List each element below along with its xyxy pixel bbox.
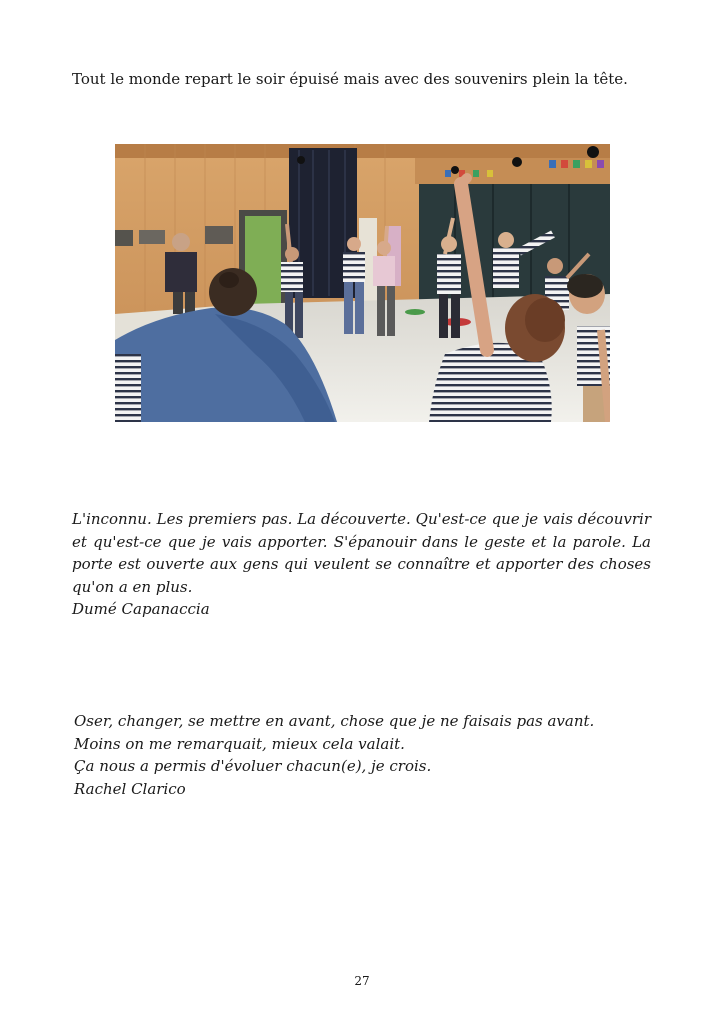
quote-clarico [74,710,654,800]
workshop-photo [115,144,610,422]
quote-author: Dumé Capanaccia [72,600,210,618]
page-number: 27 [354,974,370,988]
quote-line: Oser, changer, se mettre en avant, chose que je ne faisais pas avant. [74,712,595,730]
quote-author: Rachel Clarico [74,779,186,798]
quote-line: Moins on me remarquait, mieux cela valait. [74,734,405,753]
intro-paragraph: Tout le monde repart le soir épuisé mais avec des souvenirs plein la tête. [72,70,628,88]
quote-line: Ça nous a permis d'évoluer chacun(e), je crois. [74,757,432,775]
quote-capanaccia [72,508,651,621]
quote-text: L'inconnu. Les premiers pas. La découverte. Qu'est-ce que je vais découvrir et qu'est-ce que je vais apporter. S'épanouir dans le geste et la parole. La porte est ouverte aux gens qui veulent se connaître et apporter des choses qu'on a en plus. [72,510,651,596]
